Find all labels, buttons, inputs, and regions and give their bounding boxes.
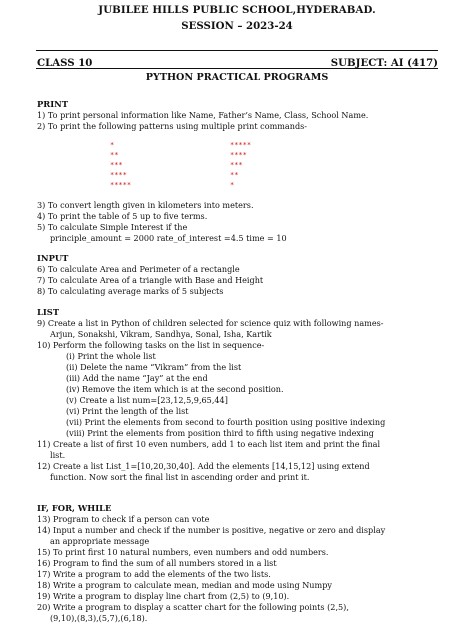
list-item-continuation: (9,10),(8,3),(5,7),(6,18). xyxy=(50,613,148,623)
sub-item: (v) Create a list num=[23,12,5,9,65,44] xyxy=(66,395,228,405)
section-heading-if-for-while: IF, FOR, WHILE xyxy=(37,503,112,513)
section-heading-list: LIST xyxy=(37,307,60,317)
list-item: 15) To print first 10 natural numbers, even numbers and odd numbers. xyxy=(37,547,329,557)
list-item: 19) Write a program to display line chart from (2,5) to (9,10). xyxy=(37,591,290,601)
pattern-line: **** xyxy=(110,171,127,179)
sub-item: (iv) Remove the item which is at the second position. xyxy=(66,384,284,394)
sub-item: (i) Print the whole list xyxy=(66,351,156,361)
list-item: 13) Program to check if a person can vote xyxy=(37,514,210,524)
pattern-line: ** xyxy=(110,151,119,159)
list-item: 2) To print the following patterns using multiple print commands- xyxy=(37,121,308,131)
list-item: 4) To print the table of 5 up to five terms. xyxy=(37,211,208,221)
pattern-line: * xyxy=(230,181,235,189)
list-item-continuation: list. xyxy=(50,450,66,460)
list-item: 1) To print personal information like Name, Father’s Name, Class, School Name. xyxy=(37,110,369,120)
sub-item: (viii) Print the elements from position third to fifth using negative indexing xyxy=(66,428,374,438)
list-item-continuation: Arjun, Sonakshi, Vikram, Sandhya, Sonal, Isha, Kartik xyxy=(50,329,272,339)
list-item-continuation: function. Now sort the final list in ascending order and print it. xyxy=(50,472,310,482)
list-item: 7) To calculate Area of a triangle with Base and Height xyxy=(37,275,264,285)
list-item-continuation: an appropriate message xyxy=(50,536,150,546)
list-item: 14) Input a number and check if the number is positive, negative or zero and display xyxy=(37,525,386,535)
sub-item: (iii) Add the name “Jay” at the end xyxy=(66,373,208,383)
class-label: CLASS 10 xyxy=(37,57,93,69)
section-heading-input: INPUT xyxy=(37,253,69,263)
list-item: 6) To calculate Area and Perimeter of a rectangle xyxy=(37,264,240,274)
pattern-line: ***** xyxy=(110,181,132,189)
list-item: 18) Write a program to calculate mean, median and mode using Numpy xyxy=(37,580,332,590)
list-item: 5) To calculate Simple Interest if the xyxy=(37,222,188,232)
pattern-line: ** xyxy=(230,171,239,179)
list-item: 8) To calculating average marks of 5 subjects xyxy=(37,286,224,296)
session-label: SESSION – 2023-24 xyxy=(181,20,293,32)
list-item: 16) Program to find the sum of all numbers stored in a list xyxy=(37,558,277,568)
list-item: 9) Create a list in Python of children selected for science quiz with following names- xyxy=(37,318,384,328)
list-item: 10) Perform the following tasks on the list in sequence- xyxy=(37,340,265,350)
list-item: 12) Create a list List_1=[10,20,30,40]. Add the elements [14,15,12] using extend xyxy=(37,461,370,471)
school-name: JUBILEE HILLS PUBLIC SCHOOL,HYDERABAD. xyxy=(98,4,376,16)
list-item: 11) Create a list of first 10 even numbers, add 1 to each list item and print the final xyxy=(37,439,381,449)
list-item-continuation: principle_amount = 2000 rate_of_interest =4.5 time = 10 xyxy=(50,233,287,243)
sub-item: (ii) Delete the name “Vikram” from the list xyxy=(66,362,242,372)
list-item: 17) Write a program to add the elements of the two lists. xyxy=(37,569,271,579)
pattern-line: * xyxy=(110,141,115,149)
subject-label: SUBJECT: AI (417) xyxy=(330,57,438,69)
pattern-line: ***** xyxy=(230,141,252,149)
sub-item: (vi) Print the length of the list xyxy=(66,406,189,416)
pattern-line: *** xyxy=(230,161,243,169)
section-heading-print: PRINT xyxy=(37,99,69,109)
header-rule-top xyxy=(36,50,438,51)
pattern-line: *** xyxy=(110,161,123,169)
document-title: PYTHON PRACTICAL PROGRAMS xyxy=(145,72,329,83)
list-item: 20) Write a program to display a scatter chart for the following points (2,5), xyxy=(37,602,349,612)
header-rule-bottom xyxy=(36,68,438,69)
list-item: 3) To convert length given in kilometers into meters. xyxy=(37,200,254,210)
sub-item: (vii) Print the elements from second to fourth position using positive indexing xyxy=(66,417,386,427)
pattern-line: **** xyxy=(230,151,247,159)
